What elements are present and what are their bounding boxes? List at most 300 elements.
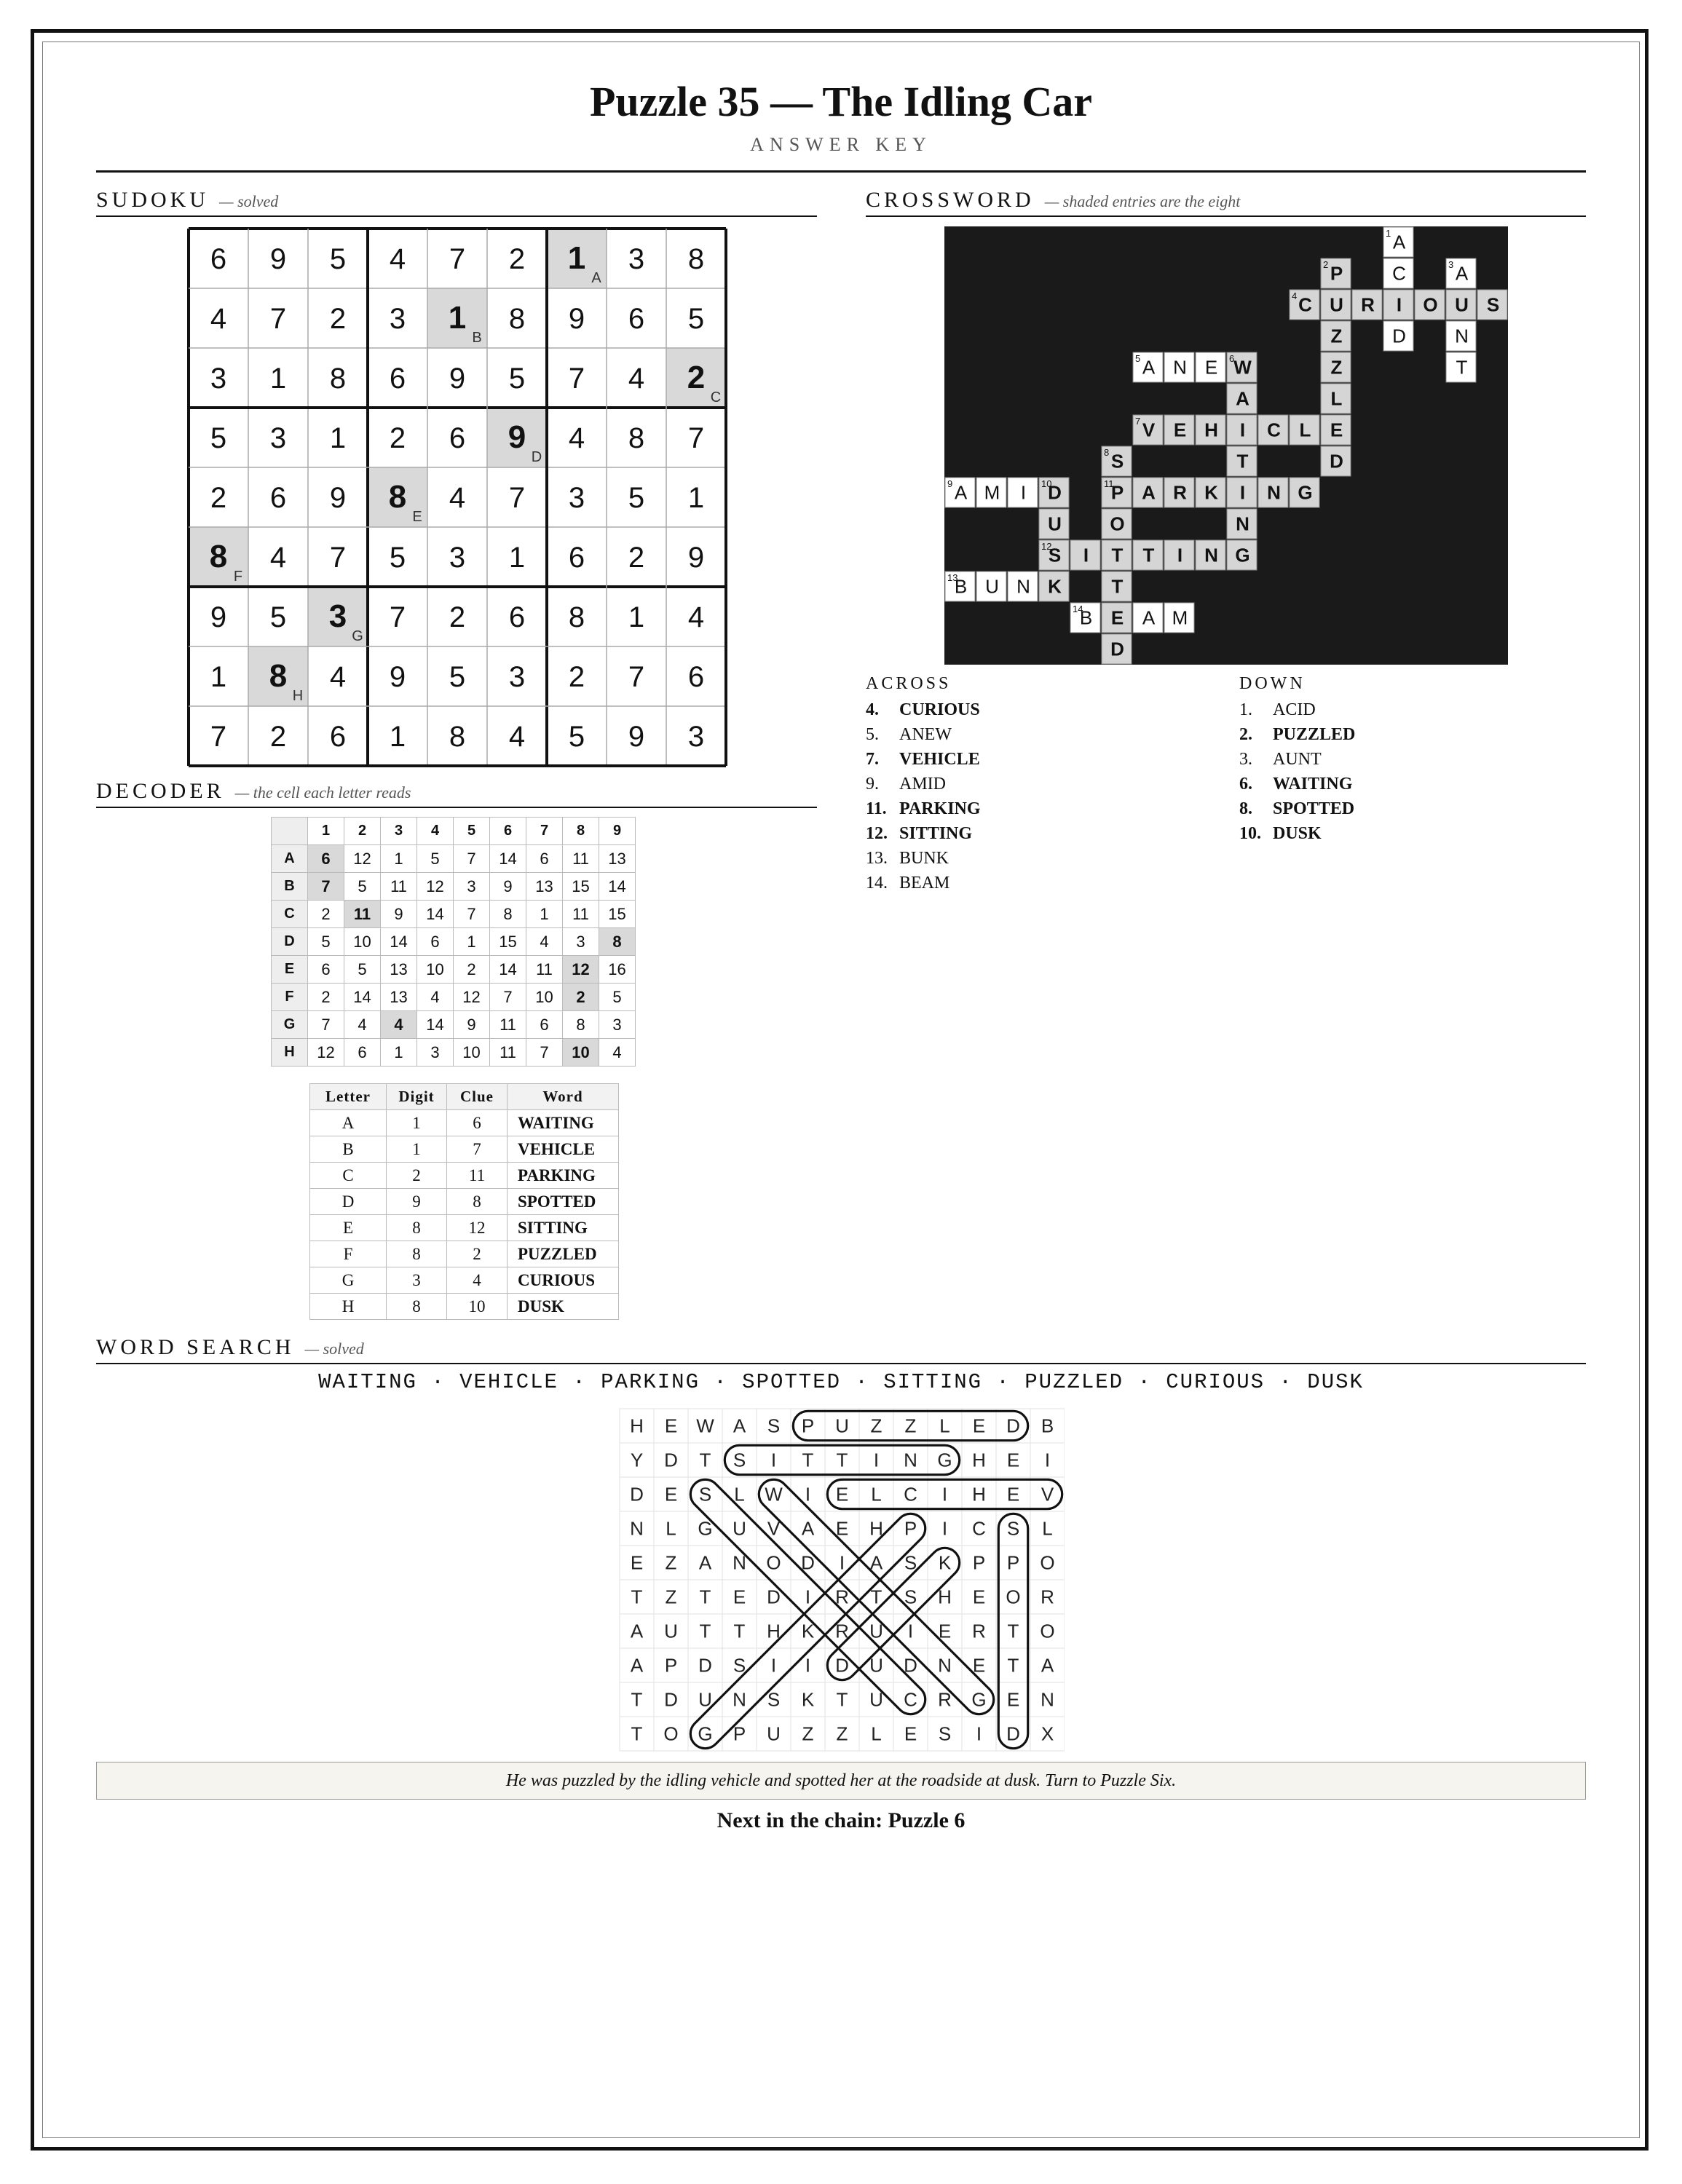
sudoku-digit: 7 [508, 482, 526, 514]
wordsearch-letter: O [1040, 1620, 1055, 1642]
wordsearch-letter: T [870, 1586, 883, 1608]
decoder-cell: 1 [381, 1039, 417, 1067]
key-row [310, 1267, 619, 1294]
decoder-cell: 13 [599, 845, 636, 873]
crossword-number: 1 [1386, 228, 1391, 239]
sudoku-digit: 8 [269, 658, 288, 694]
wordsearch-letter: S [1006, 1517, 1020, 1540]
key-col-header: Word [508, 1084, 619, 1110]
decoder-cell: 1 [454, 928, 490, 956]
key-cell: CURIOUS [508, 1267, 619, 1294]
crossword-letter: N [1455, 325, 1469, 347]
wordsearch-letter: R [938, 1688, 952, 1711]
sudoku-digit: 3 [328, 598, 347, 634]
crossword-letter: I [1083, 544, 1089, 566]
decoder-cell: 8 [563, 1011, 599, 1039]
wordsearch-letter: Z [870, 1415, 883, 1437]
sudoku-digit: 2 [269, 721, 287, 753]
decoder-row [272, 928, 636, 956]
decoder-row-header: A [272, 845, 308, 873]
wordsearch-letter: I [770, 1449, 777, 1471]
crossword-letter: U [1330, 293, 1343, 316]
decoder-row [272, 1039, 636, 1067]
decoder-cell: 7 [308, 1011, 344, 1039]
crossword-letter: N [1267, 481, 1281, 504]
sudoku-digit: 5 [449, 661, 466, 693]
wordsearch-letter: V [1041, 1483, 1054, 1506]
decoder-cell: 12 [563, 956, 599, 984]
decoder-cell: 8 [599, 928, 636, 956]
next-puzzle-pointer: Next in the chain: Puzzle 6 [716, 1808, 966, 1832]
decoder-cell: 4 [344, 1011, 381, 1039]
wordsearch-letter: I [805, 1483, 811, 1506]
crossword-letter: I [1396, 293, 1402, 316]
wordsearch-letter: D [1006, 1722, 1020, 1745]
clue-item [866, 725, 952, 745]
crossword-letter: E [1330, 419, 1343, 441]
decoder-cell: 3 [417, 1039, 454, 1067]
wordsearch-letter: P [801, 1415, 815, 1437]
wordsearch-grid [619, 1408, 1065, 1752]
crossword-heading: CROSSWORD [866, 188, 1035, 212]
sudoku-digit: 1 [210, 661, 227, 693]
key-cell: 12 [447, 1215, 508, 1241]
wordsearch-letter: T [699, 1620, 711, 1642]
key-cell: PARKING [508, 1163, 619, 1189]
decoder-row [272, 956, 636, 984]
decoder-col-header: 8 [563, 818, 599, 845]
wordsearch-letter: E [664, 1415, 678, 1437]
sudoku-digit: 6 [389, 363, 406, 395]
decoder-key-table [309, 1083, 619, 1320]
sudoku-digit: 2 [508, 243, 526, 275]
clue-item [866, 775, 946, 794]
wordsearch-letter: T [1007, 1620, 1019, 1642]
wordsearch-letter: D [664, 1449, 678, 1471]
wordsearch-letter: G [971, 1688, 987, 1711]
crossword-number: 6 [1229, 353, 1235, 364]
crossword-number: 14 [1073, 604, 1083, 614]
decoder-row [272, 845, 636, 873]
sudoku-digit: 4 [687, 601, 705, 633]
wordsearch-letter: I [839, 1551, 845, 1574]
decoder-cell: 11 [381, 873, 417, 901]
sudoku-digit: 7 [269, 303, 287, 335]
sudoku-digit: 2 [449, 601, 466, 633]
wordsearch-letter: R [1041, 1586, 1054, 1608]
decoder-cell: 2 [308, 984, 344, 1011]
sudoku-digit: 8 [508, 303, 526, 335]
sudoku-digit: 5 [687, 303, 705, 335]
decoder-col-header: 6 [490, 818, 526, 845]
wordsearch-letter: I [941, 1483, 948, 1506]
decoder-cell: 7 [308, 873, 344, 901]
wordsearch-letter: A [1041, 1654, 1054, 1677]
key-cell: 1 [387, 1110, 447, 1136]
crossword-letter: O [1110, 513, 1125, 535]
wordsearch-letter: P [972, 1551, 986, 1574]
wordsearch-letter: X [1041, 1722, 1054, 1745]
sudoku-digit: 6 [210, 243, 227, 275]
decoder-cell: 8 [490, 901, 526, 928]
key-cell: 3 [387, 1267, 447, 1294]
decoder-row-header: D [272, 928, 308, 956]
decoder-cell: 14 [417, 901, 454, 928]
wordsearch-letter: P [1006, 1551, 1020, 1574]
sudoku-digit: 1 [329, 422, 347, 454]
wordsearch-letter: I [1044, 1449, 1051, 1471]
decoder-row-header: F [272, 984, 308, 1011]
decoder-cell: 6 [344, 1039, 381, 1067]
wordsearch-letter: I [976, 1722, 982, 1745]
wordsearch-letter: G [937, 1449, 952, 1471]
wordsearch-letter: E [664, 1483, 678, 1506]
wordsearch-letter: V [767, 1517, 781, 1540]
wordsearch-letter: D [630, 1483, 644, 1506]
decoder-cell: 10 [417, 956, 454, 984]
wordsearch-letter: A [630, 1654, 644, 1677]
wordsearch-letter: U [869, 1620, 883, 1642]
decoder-cell: 5 [344, 873, 381, 901]
wordsearch-letter: I [770, 1654, 777, 1677]
crossword-letter: T [1111, 544, 1124, 566]
crossword-number: 10 [1041, 478, 1052, 489]
clue-item [1239, 750, 1322, 769]
wordsearch-letter: U [664, 1620, 678, 1642]
sudoku-digit: 9 [508, 419, 526, 455]
decoder-cell: 5 [344, 956, 381, 984]
wordsearch-letter: Z [802, 1722, 814, 1745]
sudoku-digit: 2 [568, 661, 585, 693]
clue-answer: BEAM [899, 874, 950, 893]
wordsearch-section-header [96, 1334, 1586, 1364]
crossword-letter: A [954, 481, 968, 504]
wordsearch-letter: C [904, 1483, 917, 1506]
sudoku-digit: 8 [388, 479, 407, 515]
key-cell: 8 [387, 1215, 447, 1241]
wordsearch-letter: E [630, 1551, 644, 1574]
decoder-cell: 3 [563, 928, 599, 956]
decoder-cell: 10 [563, 1039, 599, 1067]
clue-item [866, 799, 981, 819]
decoder-section-header [96, 778, 817, 808]
sudoku-digit: 3 [269, 422, 287, 454]
decoder-cell: 13 [526, 873, 563, 901]
solution-message: He was puzzled by the idling vehicle and spotted her at the roadside at dusk. Turn to Puzzle Six. [96, 1762, 1586, 1800]
crossword-letter: D [1110, 638, 1124, 660]
key-cell: SITTING [508, 1215, 619, 1241]
wordsearch-letter: I [805, 1654, 811, 1677]
crossword-letter: D [1392, 325, 1406, 347]
wordsearch-letter: E [1006, 1688, 1020, 1711]
sudoku-digit: 5 [628, 482, 645, 514]
sudoku-digit: 8 [329, 363, 347, 395]
sudoku-digit: 3 [210, 363, 227, 395]
decoder-corner [272, 818, 308, 845]
crossword-letter: I [1020, 481, 1027, 504]
sudoku-digit: 9 [269, 243, 287, 275]
sudoku-digit: 1 [448, 300, 467, 336]
page-subtitle: ANSWER KEY [750, 134, 932, 155]
wordsearch-letter: G [698, 1722, 713, 1745]
crossword-letter: U [985, 575, 999, 598]
decoder-cell: 5 [599, 984, 636, 1011]
sudoku-digit: 7 [449, 243, 466, 275]
crossword-letter: Z [1330, 325, 1343, 347]
sudoku-digit: 7 [687, 422, 705, 454]
crossword-letter: I [1177, 544, 1183, 566]
crossword-number: 9 [947, 478, 953, 489]
decoder-cell: 3 [454, 873, 490, 901]
wordsearch-letter: S [767, 1415, 781, 1437]
sudoku-digit: 4 [449, 482, 466, 514]
wordsearch-letter: E [835, 1483, 849, 1506]
key-col-header: Clue [447, 1084, 508, 1110]
sudoku-digit: 1 [687, 482, 705, 514]
clue-answer: BUNK [899, 849, 949, 868]
wordsearch-letter: T [836, 1688, 848, 1711]
sudoku-digit: 2 [210, 482, 227, 514]
wordsearch-letter: E [1006, 1449, 1020, 1471]
crossword-letter: E [1173, 419, 1187, 441]
wordsearch-letter: R [835, 1586, 849, 1608]
decoder-cell: 11 [344, 901, 381, 928]
key-row [310, 1241, 619, 1267]
decoder-cell: 2 [308, 901, 344, 928]
key-cell: F [310, 1241, 387, 1267]
clue-answer: ANEW [899, 725, 952, 744]
decoder-cell: 3 [599, 1011, 636, 1039]
decoder-cell: 6 [308, 956, 344, 984]
sudoku-digit: 3 [568, 482, 585, 514]
decoder-heading: DECODER [96, 779, 225, 803]
crossword-letter: G [1298, 481, 1313, 504]
crossword-letter: T [1142, 544, 1155, 566]
wordsearch-letter: E [972, 1415, 986, 1437]
sudoku-digit: 4 [568, 422, 585, 454]
crossword-letter: H [1204, 419, 1218, 441]
wordsearch-letter: T [733, 1620, 746, 1642]
down-heading: DOWN [1239, 674, 1306, 693]
wordsearch-letter: D [904, 1654, 917, 1677]
sudoku-letter-tag: A [591, 270, 601, 286]
decoder-cell: 2 [563, 984, 599, 1011]
crossword-letter: S [1110, 450, 1124, 472]
key-cell: 7 [447, 1136, 508, 1163]
wordsearch-letter: T [1007, 1654, 1019, 1677]
crossword-letter: Z [1330, 356, 1343, 379]
decoder-cell: 7 [454, 901, 490, 928]
sudoku-digit: 2 [628, 542, 645, 574]
decoder-cell: 15 [563, 873, 599, 901]
crossword-letter: C [1298, 293, 1312, 316]
decoder-cell: 5 [308, 928, 344, 956]
decoder-cell: 12 [344, 845, 381, 873]
sudoku-digit: 8 [628, 422, 645, 454]
key-row [310, 1215, 619, 1241]
decoder-table [271, 817, 636, 1067]
decoder-cell: 14 [490, 845, 526, 873]
key-cell: B [310, 1136, 387, 1163]
clue-answer: VEHICLE [899, 750, 980, 769]
wordsearch-word-list: WAITING · VEHICLE · PARKING · SPOTTED · SITTING · PUZZLED · CURIOUS · DUSK [318, 1370, 1364, 1394]
sudoku-heading: SUDOKU [96, 188, 210, 212]
crossword-letter: K [1204, 481, 1218, 504]
crossword-number: 7 [1135, 416, 1141, 427]
crossword-letter: O [1423, 293, 1438, 316]
sudoku-digit: 5 [568, 721, 585, 753]
decoder-row [272, 901, 636, 928]
crossword-number: 8 [1104, 447, 1110, 458]
wordsearch-letter: U [767, 1722, 781, 1745]
crossword-letter: K [1048, 575, 1062, 598]
clue-answer: PUZZLED [1273, 725, 1356, 744]
clue-item [866, 824, 972, 844]
crossword-letter: C [1392, 262, 1406, 285]
sudoku-digit: 7 [210, 721, 227, 753]
decoder-cell: 4 [599, 1039, 636, 1067]
crossword-letter: A [1142, 606, 1156, 629]
wordsearch-letter: H [972, 1483, 986, 1506]
sudoku-digit: 6 [687, 661, 705, 693]
sudoku-digit: 3 [449, 542, 466, 574]
sudoku-digit: 4 [628, 363, 645, 395]
wordsearch-letter: S [733, 1449, 746, 1471]
key-cell: H [310, 1294, 387, 1320]
crossword-grid [944, 226, 1509, 665]
decoder-cell: 15 [599, 901, 636, 928]
clue-answer: CURIOUS [899, 700, 980, 719]
wordsearch-letter: A [869, 1551, 883, 1574]
decoder-cell: 1 [381, 845, 417, 873]
wordsearch-letter: S [904, 1586, 917, 1608]
clue-item [866, 750, 980, 769]
clue-item [1239, 824, 1322, 844]
crossword-note: — shaded entries are the eight [1044, 192, 1241, 210]
clue-number: 3. [1239, 750, 1252, 769]
crossword-letter: E [1204, 356, 1218, 379]
sudoku-letter-tag: E [412, 509, 422, 525]
decoder-cell: 1 [526, 901, 563, 928]
sudoku-digit: 6 [508, 601, 526, 633]
crossword-letter: R [1173, 481, 1187, 504]
wordsearch-letter: O [1040, 1551, 1055, 1574]
wordsearch-letter: H [938, 1586, 952, 1608]
key-col-header: Digit [387, 1084, 447, 1110]
wordsearch-letter: I [907, 1620, 914, 1642]
crossword-letter: B [1079, 606, 1093, 629]
wordsearch-letter: D [1006, 1415, 1020, 1437]
decoder-cell: 6 [526, 845, 563, 873]
wordsearch-letter: W [765, 1483, 783, 1506]
wordsearch-letter: K [801, 1620, 815, 1642]
across-heading: ACROSS [866, 674, 952, 693]
decoder-row-header: H [272, 1039, 308, 1067]
crossword-number: 11 [1104, 478, 1114, 489]
key-cell: 10 [447, 1294, 508, 1320]
wordsearch-letter: S [733, 1654, 746, 1677]
sudoku-digit: 8 [568, 601, 585, 633]
crossword-letter: I [1239, 419, 1246, 441]
decoder-cell: 11 [490, 1011, 526, 1039]
wordsearch-letter: A [630, 1620, 644, 1642]
wordsearch-letter: E [972, 1654, 986, 1677]
wordsearch-letter: I [941, 1517, 948, 1540]
sudoku-digit: 6 [628, 303, 645, 335]
decoder-cell: 4 [381, 1011, 417, 1039]
sudoku-digit: 6 [568, 542, 585, 574]
key-cell: 2 [387, 1163, 447, 1189]
wordsearch-letter: T [631, 1722, 643, 1745]
sudoku-digit: 6 [329, 721, 347, 753]
wordsearch-letter: P [733, 1722, 746, 1745]
decoder-cell: 11 [526, 956, 563, 984]
crossword-letter: C [1267, 419, 1281, 441]
wordsearch-letter: D [767, 1586, 781, 1608]
crossword-letter: L [1299, 419, 1311, 441]
wordsearch-letter: D [835, 1654, 849, 1677]
wordsearch-letter: U [733, 1517, 746, 1540]
sudoku-digit: 8 [209, 539, 228, 574]
sudoku-digit: 3 [389, 303, 406, 335]
key-cell: A [310, 1110, 387, 1136]
decoder-cell: 13 [381, 956, 417, 984]
decoder-cell: 9 [381, 901, 417, 928]
decoder-col-header: 1 [308, 818, 344, 845]
clue-number: 6. [1239, 775, 1252, 794]
crossword-number: 5 [1135, 353, 1141, 364]
wordsearch-letter: N [630, 1517, 644, 1540]
sudoku-digit: 5 [508, 363, 526, 395]
sudoku-digit: 8 [449, 721, 466, 753]
crossword-letter: G [1235, 544, 1250, 566]
key-cell: 11 [447, 1163, 508, 1189]
crossword-letter: L [1330, 387, 1343, 410]
decoder-col-header: 9 [599, 818, 636, 845]
sudoku-digit: 2 [687, 360, 706, 395]
wordsearch-letter: T [699, 1586, 711, 1608]
sudoku-digit: 6 [269, 482, 287, 514]
wordsearch-letter: S [698, 1483, 712, 1506]
clue-answer: WAITING [1273, 775, 1353, 794]
key-cell: WAITING [508, 1110, 619, 1136]
wordsearch-letter: N [1041, 1688, 1054, 1711]
wordsearch-letter: D [664, 1688, 678, 1711]
wordsearch-letter: E [835, 1517, 849, 1540]
crossword-letter: M [1172, 606, 1188, 629]
wordsearch-letter: N [733, 1551, 746, 1574]
decoder-row-header: C [272, 901, 308, 928]
decoder-cell: 9 [454, 1011, 490, 1039]
key-cell: D [310, 1189, 387, 1215]
crossword-letter: W [1233, 356, 1252, 379]
decoder-row [272, 873, 636, 901]
wordsearch-letter: D [698, 1654, 712, 1677]
sudoku-digit: 3 [628, 243, 645, 275]
decoder-cell: 2 [454, 956, 490, 984]
clue-number: 7. [866, 750, 879, 769]
key-cell: 8 [447, 1189, 508, 1215]
wordsearch-letter: W [696, 1415, 714, 1437]
clue-number: 9. [866, 775, 879, 794]
clue-number: 13. [866, 849, 888, 868]
sudoku-digit: 1 [628, 601, 645, 633]
key-cell: DUSK [508, 1294, 619, 1320]
wordsearch-letter: S [938, 1722, 952, 1745]
sudoku-digit: 9 [210, 601, 227, 633]
crossword-letter: A [1142, 356, 1156, 379]
decoder-cell: 6 [526, 1011, 563, 1039]
